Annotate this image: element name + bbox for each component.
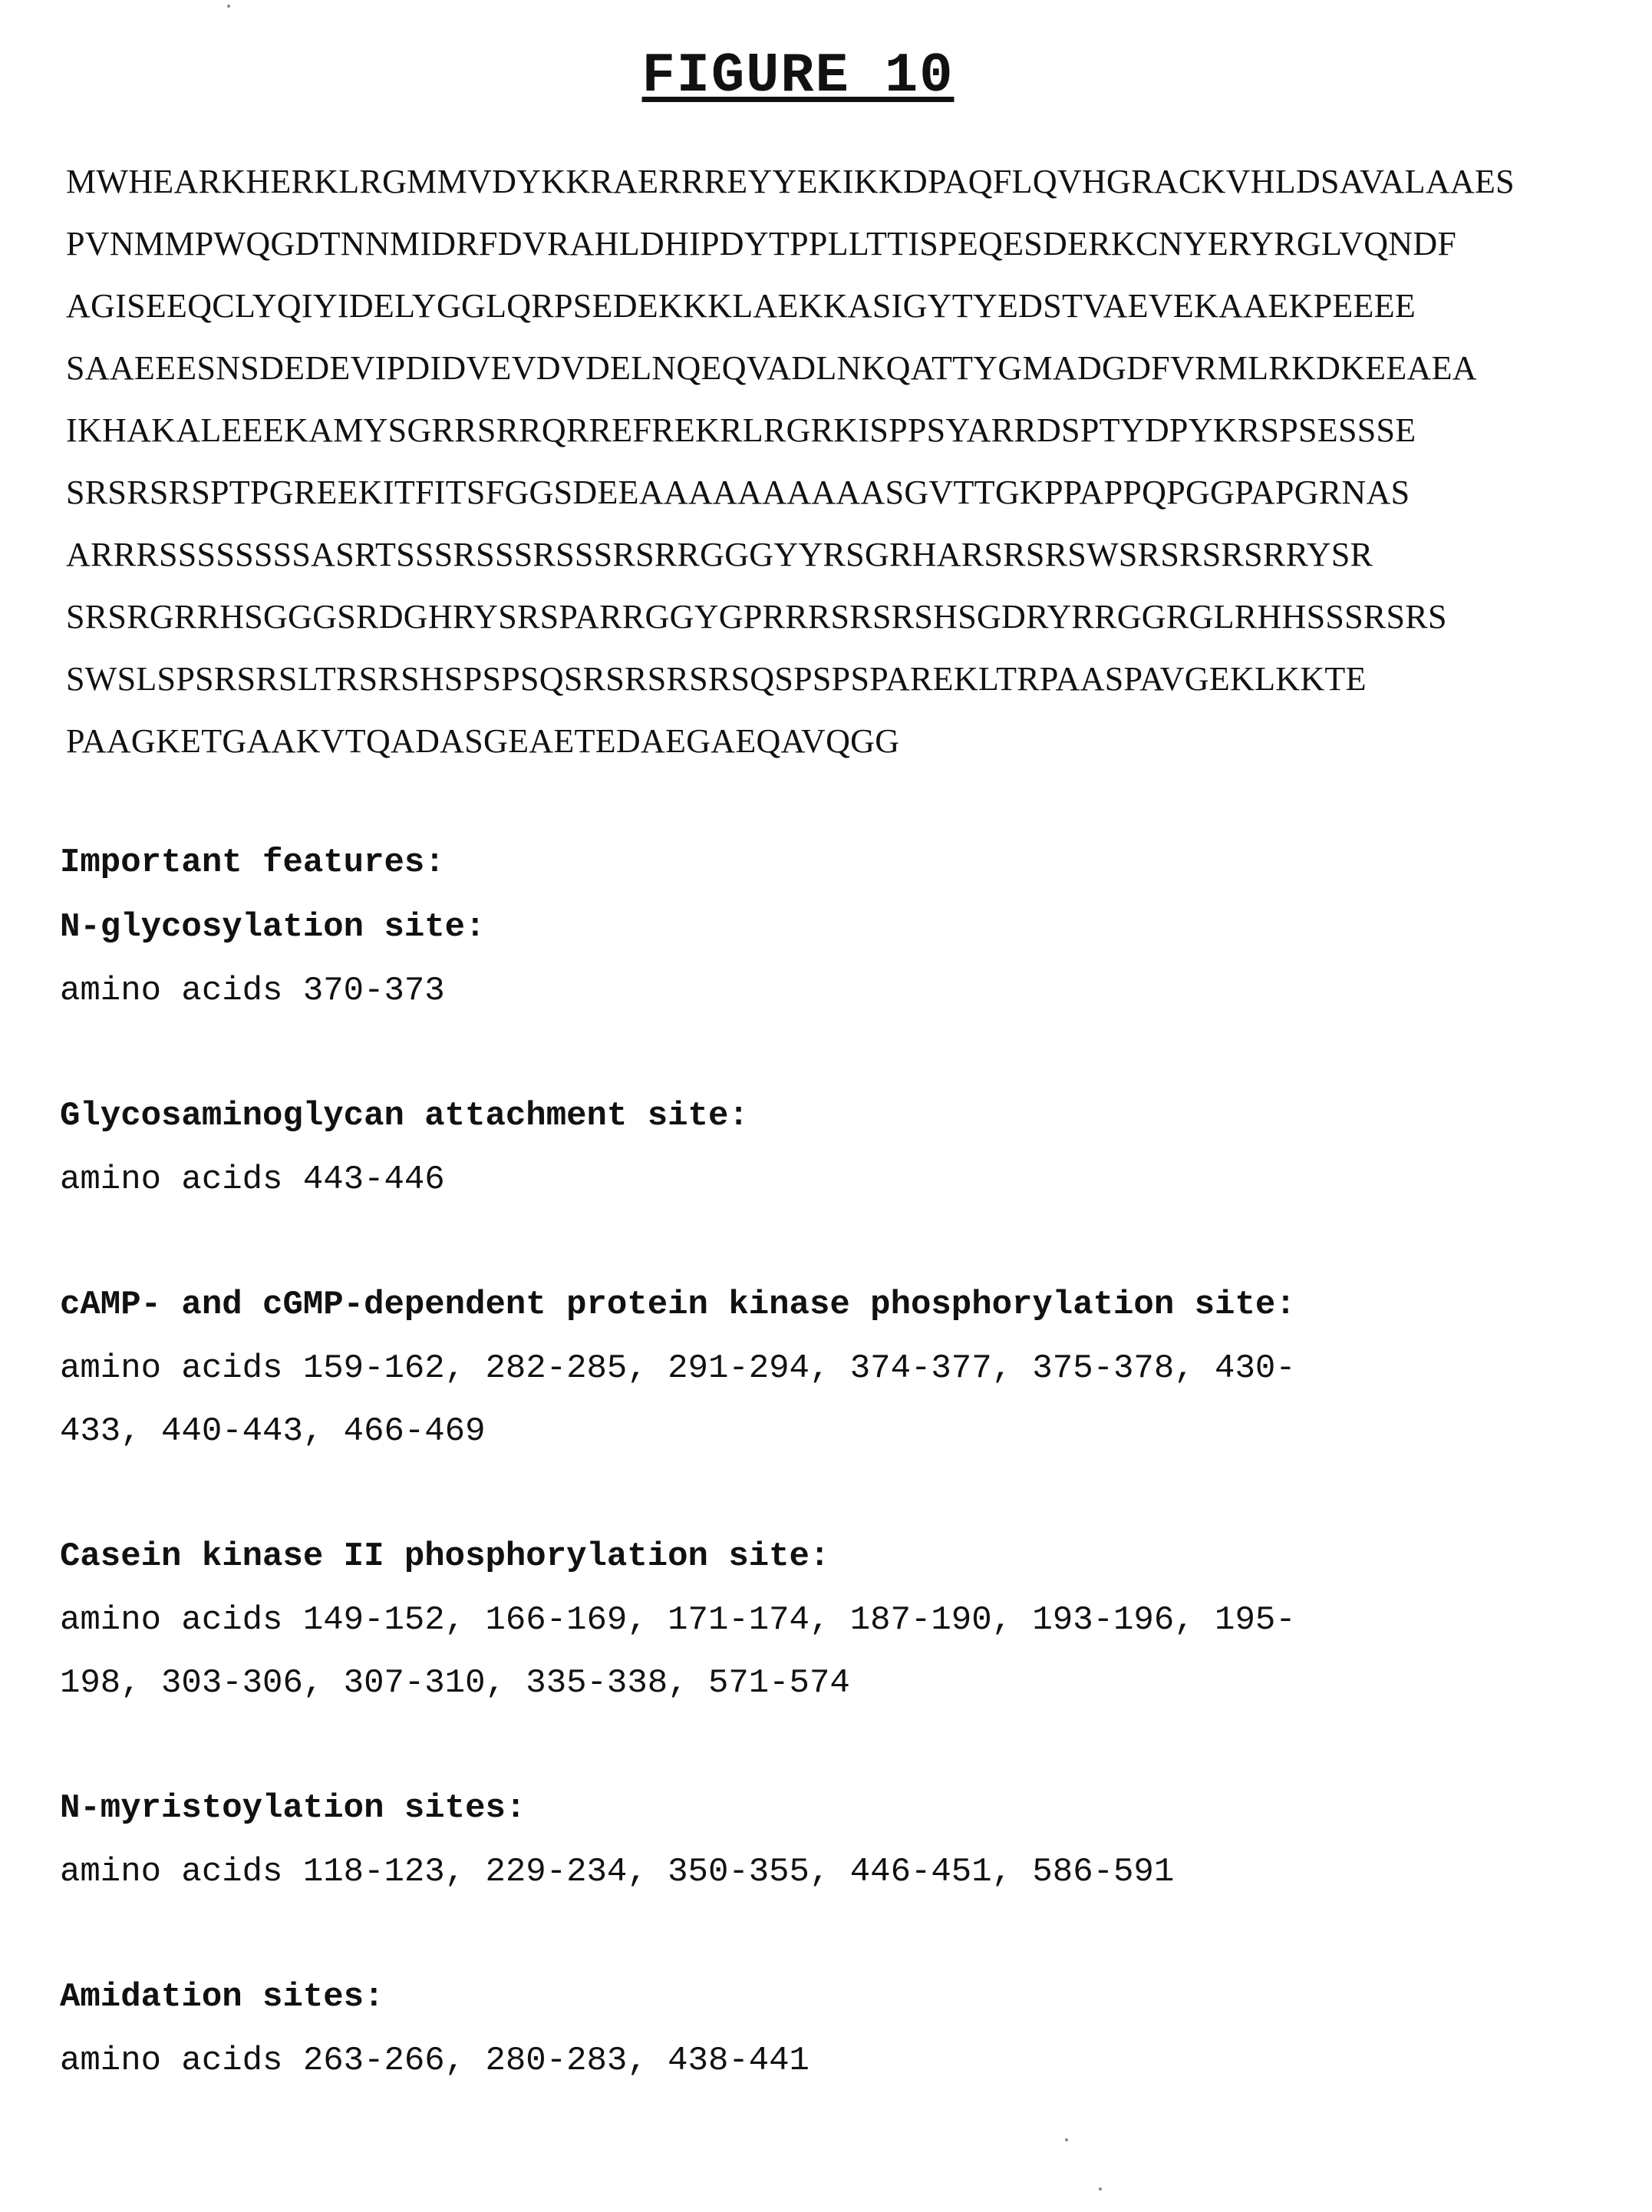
features-heading: Important features:: [60, 844, 445, 882]
feature-n-glycosylation: [60, 895, 1594, 1022]
sequence-line: MWHEARKHERKLRGMMVDYKKRAERRREYYEKIKKDPAQFLQVHGRACKVHLDSAVALAAES: [66, 163, 1515, 200]
feature-values: [60, 1841, 1594, 1903]
feature-value-line: 433, 440-443, 466-469: [60, 1412, 486, 1451]
scan-speck: [227, 5, 230, 8]
sequence-line: AGISEEQCLYQIYIDELYGGLQRPSEDEKKKLAEKKASIGYTYEDSTVAEVEKAAEKPEEEE: [66, 287, 1416, 325]
feature-values: [60, 959, 1594, 1022]
sequence-line: PAAGKETGAAKVTQADASGEAETEDAEGAEQAVQGG: [66, 722, 900, 760]
feature-title: N-myristoylation sites:: [60, 1789, 526, 1827]
feature-glycosaminoglycan: [60, 1084, 1594, 1211]
feature-casein-kinase: [60, 1524, 1594, 1715]
sequence-line: ARRRSSSSSSSSASRTSSSRSSSRSSSRSRRGGGYYRSGRHARSRSRSWSRSRSRSRRYSR: [66, 536, 1373, 573]
scan-speck: [1099, 2187, 1102, 2191]
feature-value-line: amino acids 118-123, 229-234, 350-355, 446-451, 586-591: [60, 1853, 1175, 1891]
feature-value-line: amino acids 159-162, 282-285, 291-294, 374-377, 375-378, 430-: [60, 1349, 1296, 1388]
figure-title: FIGURE 10: [641, 45, 955, 107]
feature-title: Glycosaminoglycan attachment site:: [60, 1097, 749, 1135]
sequence-line: PVNMMPWQGDTNNMIDRFDVRAHLDHIPDYTPPLLTTISPEQESDERKCNYERYRGLVQNDF: [66, 225, 1457, 262]
feature-value-line: amino acids 263-266, 280-283, 438-441: [60, 2042, 810, 2080]
feature-title: Casein kinase II phosphorylation site:: [60, 1537, 830, 1576]
feature-values: [60, 2029, 1594, 2092]
feature-n-myristoylation: [60, 1776, 1594, 1903]
feature-value-line: 198, 303-306, 307-310, 335-338, 571-574: [60, 1664, 850, 1702]
feature-title: Amidation sites:: [60, 1978, 384, 2016]
sequence-line: SRSRGRRHSGGGSRDGHRYSRSPARRGGYGPRRRSRSRSHSGDRYRRGGRGLRHHSSSRSRS: [66, 598, 1447, 636]
feature-value-line: amino acids 443-446: [60, 1160, 445, 1199]
protein-sequence: [66, 150, 1601, 772]
sequence-line: SRSRSRSPTPGREEKITFITSFGGSDEEAAAAAAAAAASGVTTGKPPAPPQPGGPAPGRNAS: [66, 474, 1410, 511]
feature-value-line: amino acids 149-152, 166-169, 171-174, 187-190, 193-196, 195-: [60, 1601, 1296, 1639]
important-features: [60, 830, 1594, 2154]
sequence-line: IKHAKALEEEKAMYSGRRSRRQRREFREKRLRGRKISPPSYARRDSPTYDPYKRSPSESSSE: [66, 411, 1416, 449]
feature-amidation: [60, 1965, 1594, 2092]
scan-speck: [1065, 2138, 1068, 2141]
feature-title: N-glycosylation site:: [60, 908, 486, 946]
feature-values: [60, 1148, 1594, 1211]
feature-values: [60, 1589, 1594, 1715]
sequence-line: SWSLSPSRSRSLTRSRSHSPSPSQSRSRSRSRSQSPSPSPAREKLTRPAASPAVGEKLKKTE: [66, 660, 1367, 698]
feature-values: [60, 1337, 1594, 1463]
feature-camp-cgmp-kinase: [60, 1273, 1594, 1463]
feature-title: cAMP- and cGMP-dependent protein kinase phosphorylation site:: [60, 1286, 1296, 1324]
feature-value-line: amino acids 370-373: [60, 972, 445, 1010]
sequence-line: SAAEEESNSDEDEVIPDIDVEVDVDELNQEQVADLNKQATTYGMADGDFVRMLRKDKEEAEA: [66, 349, 1477, 387]
